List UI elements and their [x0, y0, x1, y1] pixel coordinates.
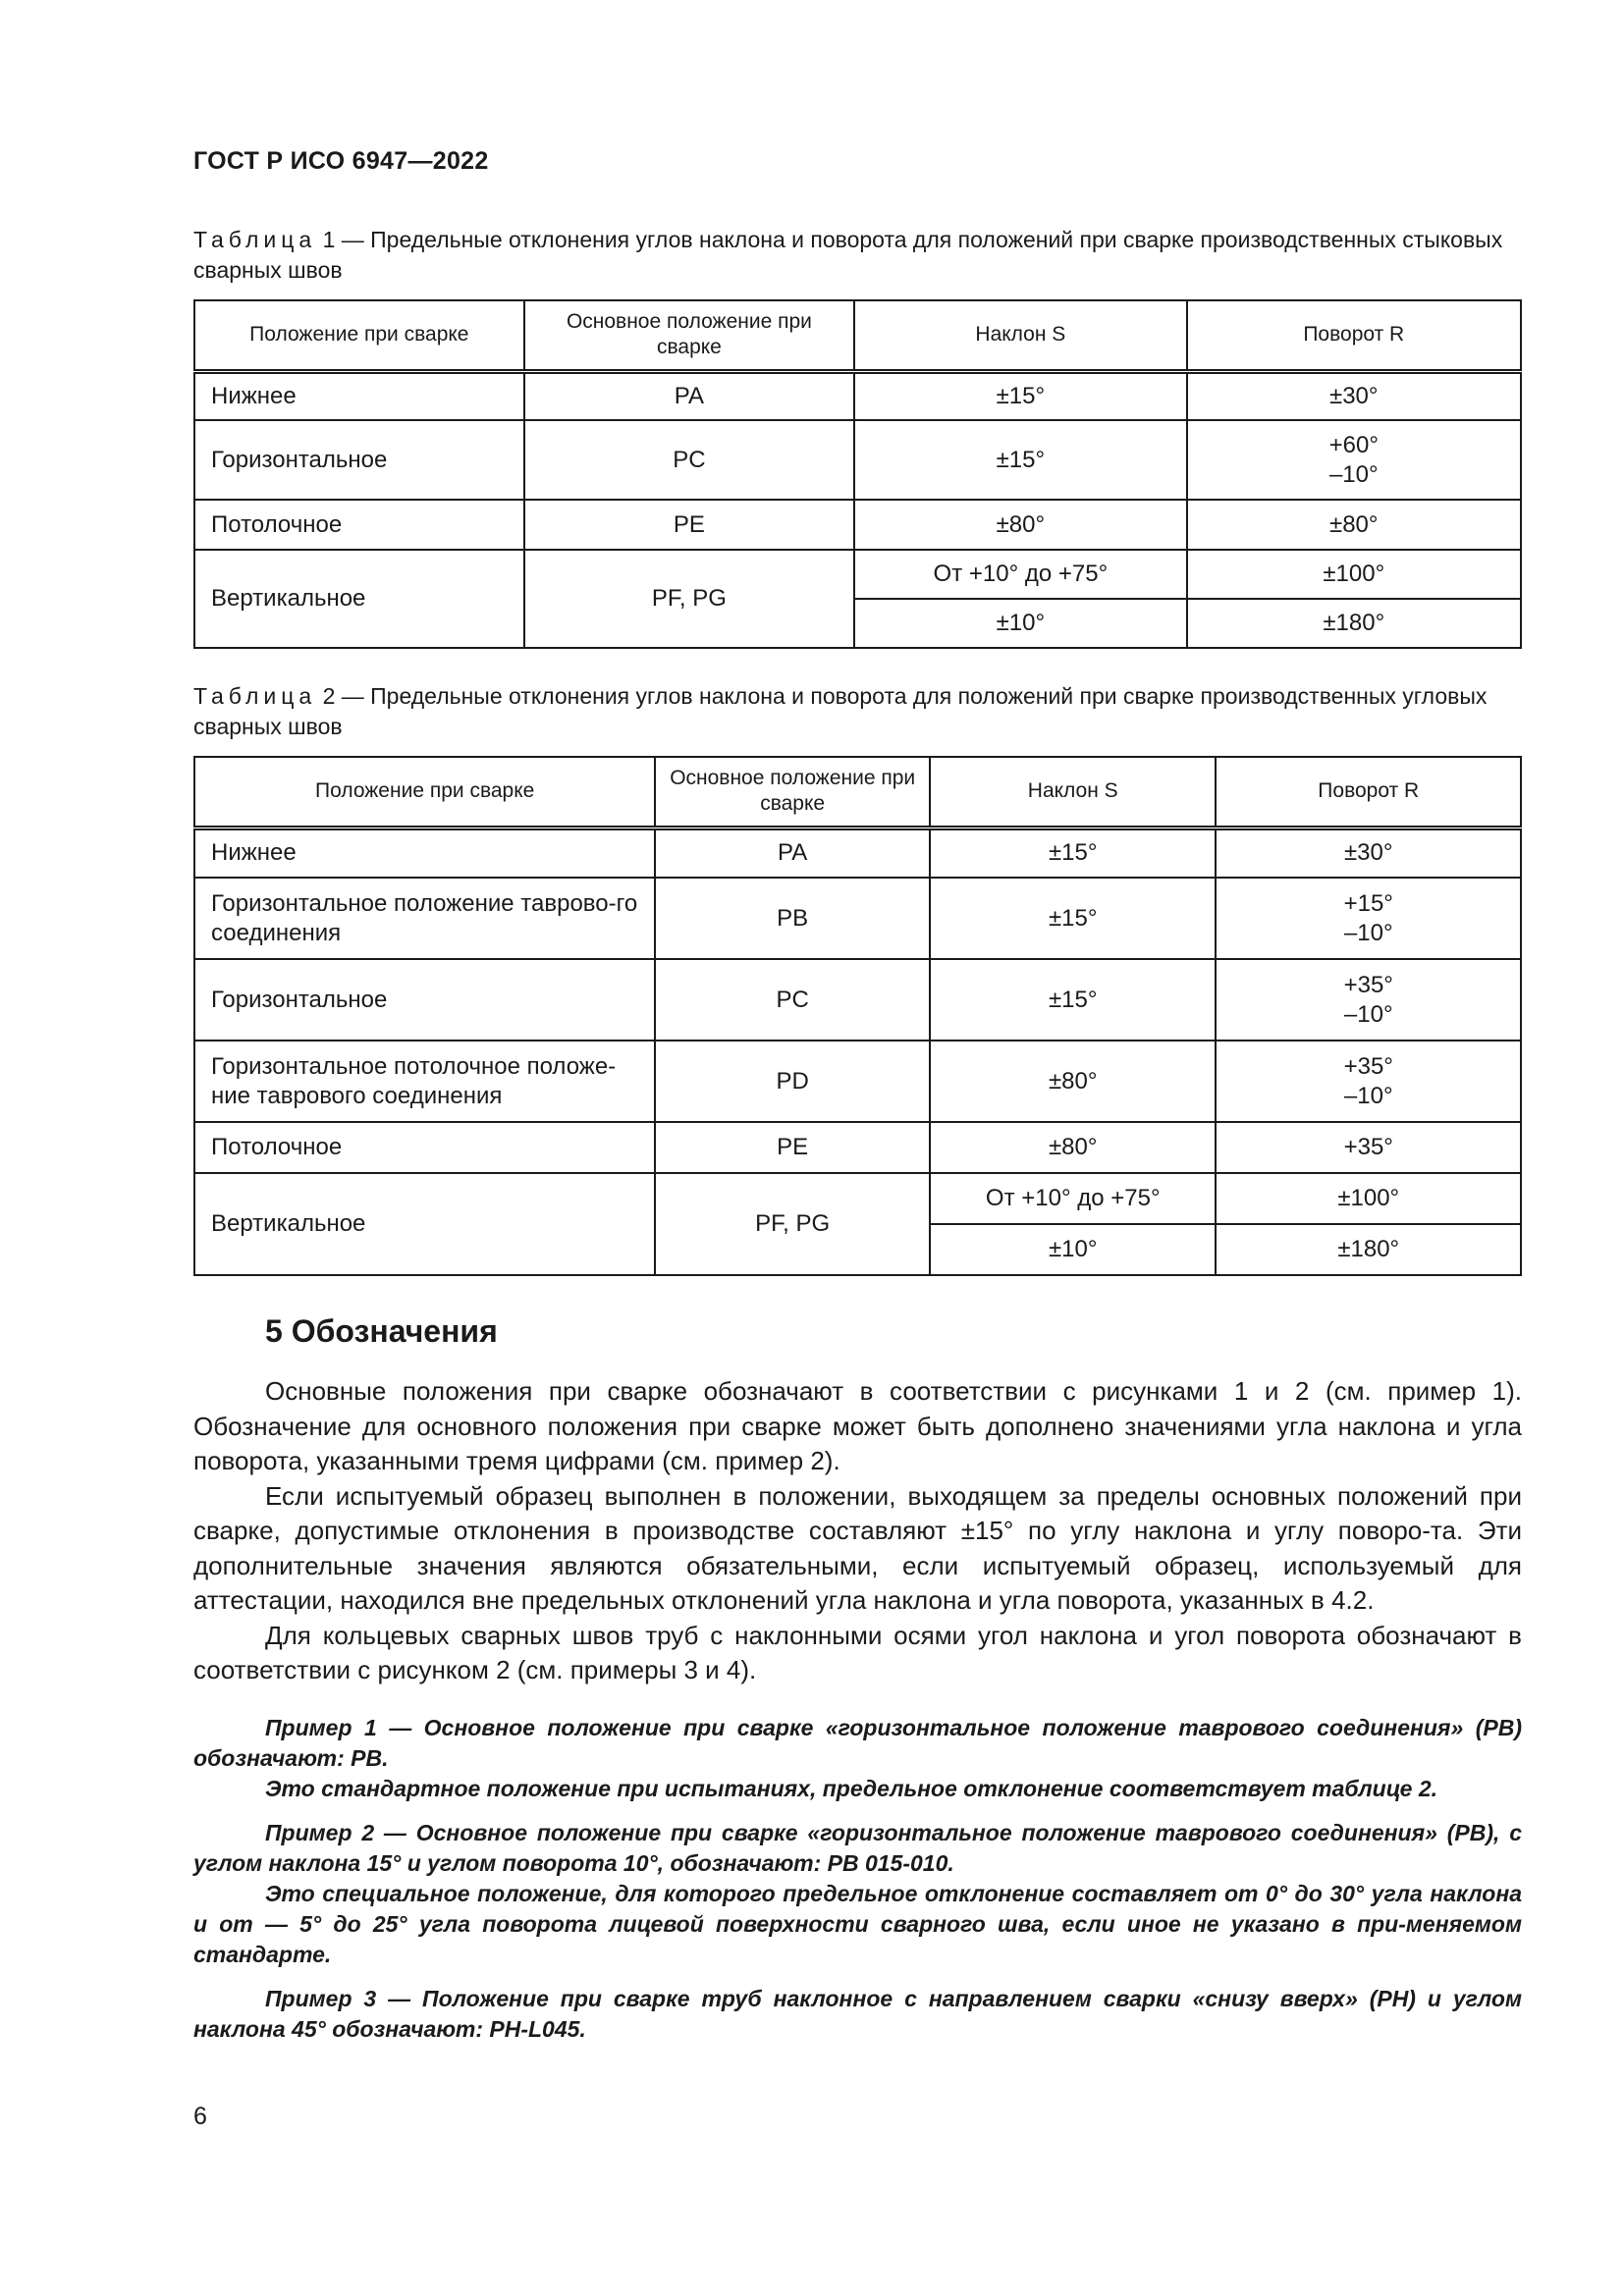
paragraph: Если испытуемый образец выполнен в положении, выходящем за пределы основных положений при сварке, допустимые отклонения в производстве составляют ±15° по углу наклона и углу поворо-та. Эти дополнительные значения являются обязательными, если испытуемый образец, используемый для аттестации, находился вне предельных отклонений угла наклона и угла поворота, указанных в 4.2. [193, 1480, 1522, 1615]
paragraph: Основные положения при сварке обозначают в соответствии с рисунками 1 и 2 (см. пример 1). Обозначение для основного положения при сварке может быть дополнено значениями угла наклона и угла поворота, указанными тремя цифрами (см. пример 2). [193, 1376, 1522, 1475]
table-cell: ±30° [1187, 371, 1521, 420]
rotation-minus: –10° [1343, 1082, 1393, 1109]
table-cell: ±15° [854, 420, 1186, 500]
table-cell: Горизонтальное [194, 959, 655, 1041]
table-row [194, 420, 1521, 500]
table-cell-two-line [1187, 420, 1521, 500]
section-title: 5 Обозначения [265, 1313, 498, 1349]
example-1: Пример 1 — Основное положение при сварке «горизонтальное положение таврового соединения» (PB) обозначают: PB. [193, 1715, 1522, 1771]
table-cell-two-line [1216, 1041, 1521, 1122]
table-row [194, 878, 1521, 959]
table1 [193, 299, 1522, 649]
table-cell: ±100° [1187, 550, 1521, 599]
examples-block [193, 1713, 1522, 2045]
table-row [194, 959, 1521, 1041]
table-cell: PA [524, 371, 854, 420]
table-cell: Нижнее [194, 828, 655, 878]
table-cell: ±80° [854, 500, 1186, 550]
example-2-note: Это специальное положение, для которого предельное отклонение составляет от 0° до 30° угла наклона и от — 5° до 25° угла поворота лицевой поверхности сварного шва, если иное не указано в при-меняемом стандарте. [193, 1881, 1522, 1967]
table1-caption-text: 1 — Предельные отклонения углов наклона и поворота для положений при сварке производственных стыковых сварных швов [193, 227, 1503, 283]
table2-col-header-position: Положение при сварке [194, 757, 655, 828]
table2-header-row [194, 757, 1521, 828]
table-cell: PE [524, 500, 854, 550]
example-3: Пример 3 — Положение при сварке труб наклонное с направлением сварки «снизу вверх» (PH) и углом наклона 45° обозначают: PH-L045. [193, 1986, 1522, 2042]
table-cell: ±180° [1187, 599, 1521, 648]
table-cell: ±10° [930, 1224, 1217, 1275]
table-cell: Горизонтальное потолочное положе-ние таврового соединения [194, 1041, 655, 1122]
table-cell: PF, PG [655, 1173, 930, 1275]
table-cell: ±100° [1216, 1173, 1521, 1224]
paragraph: Для кольцевых сварных швов труб с наклонными осями угол наклона и угол поворота обозначают в соответствии с рисунком 2 (см. примеры 3 и 4). [193, 1620, 1522, 1684]
example-1-note: Это стандартное положение при испытаниях, предельное отклонение соответствует таблице 2. [265, 1776, 1438, 1801]
table-cell: ±30° [1216, 828, 1521, 878]
page-number: 6 [193, 2103, 207, 2130]
table-cell: ±180° [1216, 1224, 1521, 1275]
table-cell: PD [655, 1041, 930, 1122]
table-cell: Потолочное [194, 1122, 655, 1173]
table2-caption-word: Таблица [193, 683, 317, 709]
table-cell: Потолочное [194, 500, 524, 550]
rotation-plus: +60° [1328, 431, 1379, 458]
table-cell: Горизонтальное [194, 420, 524, 500]
table-cell: +35° [1216, 1122, 1521, 1173]
table1-header-row [194, 300, 1521, 371]
table-cell: PC [524, 420, 854, 500]
table-cell-two-line [1216, 959, 1521, 1041]
table-cell: От +10° до +75° [930, 1173, 1217, 1224]
table-row [194, 828, 1521, 878]
rotation-minus: –10° [1328, 460, 1379, 488]
table1-col-header-basic-position: Основное положение при сварке [524, 300, 854, 371]
table-cell: ±80° [930, 1041, 1217, 1122]
table2-col-header-slope: Наклон S [930, 757, 1217, 828]
table1-caption-word: Таблица [193, 227, 317, 252]
table-row [194, 500, 1521, 550]
table2-col-header-rotation: Поворот R [1216, 757, 1521, 828]
table-cell: PF, PG [524, 550, 854, 648]
section-body [193, 1374, 1522, 1688]
table-cell: От +10° до +75° [854, 550, 1186, 599]
rotation-plus: +35° [1343, 1052, 1393, 1080]
table-cell: PA [655, 828, 930, 878]
table-cell: Горизонтальное положение таврово-го соединения [194, 878, 655, 959]
rotation-plus: +35° [1343, 971, 1393, 998]
rotation-minus: –10° [1343, 919, 1393, 946]
table2-caption-text: 2 — Предельные отклонения углов наклона и поворота для положений при сварке производственных угловых сварных швов [193, 683, 1488, 739]
table2 [193, 756, 1522, 1276]
table-cell: PB [655, 878, 930, 959]
table-cell: ±80° [930, 1122, 1217, 1173]
table1-caption [193, 225, 1519, 286]
table2-caption [193, 681, 1519, 742]
table-cell-two-line [1216, 878, 1521, 959]
table-cell: ±80° [1187, 500, 1521, 550]
table2-col-header-basic-position: Основное положение при сварке [655, 757, 930, 828]
rotation-minus: –10° [1343, 1000, 1393, 1028]
table1-col-header-slope: Наклон S [854, 300, 1186, 371]
table-cell: Нижнее [194, 371, 524, 420]
table-cell: ±10° [854, 599, 1186, 648]
table-row [194, 371, 1521, 420]
table-cell: ±15° [930, 828, 1217, 878]
standard-header: ГОСТ Р ИСО 6947—2022 [193, 147, 489, 175]
rotation-plus: +15° [1343, 889, 1393, 917]
table-row [194, 1122, 1521, 1173]
table-row [194, 1173, 1521, 1224]
table-cell: Вертикальное [194, 550, 524, 648]
table-row [194, 1041, 1521, 1122]
table-cell: ±15° [930, 959, 1217, 1041]
table1-col-header-position: Положение при сварке [194, 300, 524, 371]
table-cell: PE [655, 1122, 930, 1173]
table1-col-header-rotation: Поворот R [1187, 300, 1521, 371]
example-2: Пример 2 — Основное положение при сварке «горизонтальное положение таврового соединения» (PB), с углом наклона 15° и углом поворота 10°, обозначают: PB 015-010. [193, 1820, 1522, 1876]
table-cell: ±15° [854, 371, 1186, 420]
table-row [194, 550, 1521, 599]
table-cell: PC [655, 959, 930, 1041]
table-cell: ±15° [930, 878, 1217, 959]
table-cell: Вертикальное [194, 1173, 655, 1275]
